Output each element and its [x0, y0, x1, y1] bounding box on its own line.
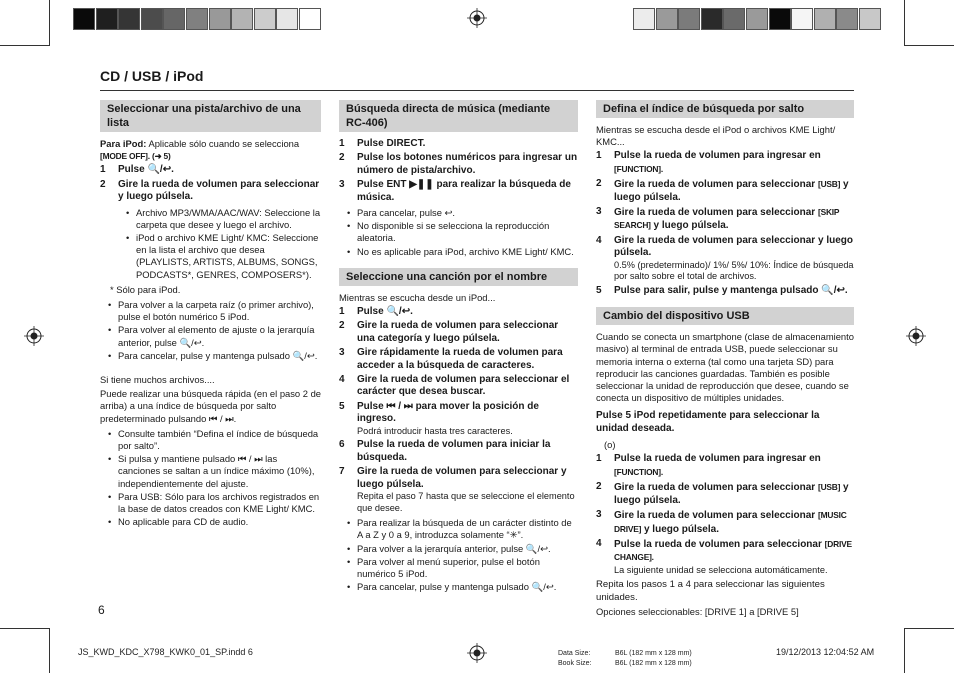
step-label: Gire la rueda de volumen para seleccionar y luego púlsela.	[614, 234, 853, 259]
step-item	[100, 179, 321, 204]
step-subtext: La siguiente unidad se selecciona automáticamente.	[614, 564, 828, 575]
color-swatch	[73, 8, 95, 30]
color-swatch	[746, 8, 768, 30]
bullet-list	[100, 207, 321, 281]
step-text	[614, 453, 854, 479]
step-label: Pulse la rueda de volumen para ingresar en	[614, 453, 821, 465]
intro: Mientras se escucha desde el iPod o archivos KME Light/ KMC...	[596, 124, 836, 148]
section-header: Búsqueda directa de música (mediante RC-406)	[339, 100, 578, 132]
step-label: Gire la rueda de volumen para seleccionar	[614, 482, 816, 494]
color-swatch	[678, 8, 700, 30]
bullet-item: • Para volver al elemento de ajuste o la jerarquía anterior, pulse 🔍/↩.	[110, 324, 321, 348]
column-3	[596, 100, 854, 620]
step-list	[596, 453, 854, 576]
repeat-text: Repita los pasos 1 a 4 para seleccionar las siguientes unidades.	[596, 579, 825, 603]
bullet-item: • Para cancelar, pulse ↩.	[349, 207, 578, 219]
step-item	[339, 306, 578, 318]
step-text	[614, 178, 854, 204]
crop-mark	[49, 628, 50, 673]
subheading: Si tiene muchos archivos....	[100, 374, 215, 386]
step-text	[357, 306, 413, 318]
step-number: 2	[339, 152, 345, 164]
step-text	[614, 481, 854, 507]
step-label: Pulse 🔍/↩.	[357, 306, 413, 318]
step-item	[596, 150, 854, 176]
color-swatch	[814, 8, 836, 30]
step-subtext: 0.5% (predeterminado)/ 1%/ 5%/ 10%: Índice de búsqueda por salto sobre el total de archivos.	[614, 259, 854, 282]
step-item	[339, 138, 578, 150]
color-swatch	[96, 8, 118, 30]
ipod-note: Para iPod: Aplicable sólo cuando se selecciona [MODE OFF]. (➜ 5)	[100, 138, 300, 162]
step-label: Pulse la rueda de volumen para ingresar en	[614, 150, 821, 162]
step-after: y luego púlsela.	[614, 482, 849, 506]
color-swatch	[254, 8, 276, 30]
step-after: y luego púlsela.	[643, 523, 719, 535]
step-text	[118, 179, 321, 204]
step-number: 6	[339, 439, 345, 451]
step-code: [FUNCTION].	[614, 163, 663, 174]
press-line: Pulse 5 iPod repetidamente para seleccionar la unidad deseada.	[596, 410, 820, 434]
step-text	[118, 164, 174, 176]
step-label: Pulse ⏮ / ⏭ para mover la posición de ingreso.	[357, 400, 539, 425]
footer-filename: JS_KWD_KDC_X798_KWK0_01_SP.indd 6	[78, 647, 253, 657]
step-text	[614, 206, 854, 233]
crop-mark	[49, 0, 50, 45]
step-list	[100, 164, 321, 203]
bullet-item: • Archivo MP3/WMA/AAC/WAV: Seleccione la carpeta que desee y luego el archivo.	[128, 207, 321, 231]
bullet-item: • No aplicable para CD de audio.	[110, 516, 321, 528]
registration-mark-icon	[467, 643, 487, 663]
step-list	[339, 138, 578, 204]
crop-mark	[904, 0, 905, 45]
bullet-item: • Consulte también “Defina el índice de búsqueda por salto”.	[110, 428, 321, 452]
step-number: 5	[339, 400, 345, 412]
color-swatch	[791, 8, 813, 30]
step-subtext: Repita el paso 7 hasta que se seleccione el elemento que desee.	[357, 490, 575, 513]
step-number: 7	[339, 466, 345, 478]
step-number: 3	[339, 179, 345, 191]
options-text: Opciones seleccionables: [DRIVE 1] a [DRIVE 5]	[596, 605, 799, 617]
crop-mark	[0, 628, 50, 629]
step-label: Gire la rueda de volumen para seleccionar	[614, 179, 816, 191]
step-number: 2	[596, 481, 602, 493]
color-swatch	[633, 8, 655, 30]
or-text: (o)	[604, 439, 616, 451]
step-number: 3	[596, 206, 602, 218]
step-item	[339, 320, 578, 345]
step-number: 1	[596, 150, 602, 162]
step-code: [USB]	[817, 179, 841, 190]
step-text	[614, 235, 854, 260]
footer-data-size-value: B6L (182 mm x 128 mm)	[615, 650, 692, 657]
step-text	[357, 401, 578, 426]
step-text	[614, 509, 854, 536]
color-swatch	[276, 8, 298, 30]
step-item	[339, 401, 578, 426]
page-number: 6	[98, 603, 105, 617]
registration-mark-icon	[24, 326, 44, 346]
step-label: Gire la rueda de volumen para seleccionar una categoría y luego púlsela.	[357, 320, 559, 344]
title-rule	[100, 90, 854, 91]
step-number: 1	[339, 138, 345, 149]
bullet-list	[339, 517, 578, 593]
color-swatch	[163, 8, 185, 30]
step-label: Gire la rueda de volumen para seleccionar el carácter que desea buscar.	[357, 374, 570, 398]
step-label: Gire rápidamente la rueda de volumen para acceder a la búsqueda de caracteres.	[357, 347, 563, 371]
step-number: 2	[339, 320, 345, 332]
bullet-list	[100, 428, 321, 529]
step-number: 4	[596, 234, 602, 246]
step-code: [DRIVE CHANGE].	[614, 538, 852, 563]
step-list	[339, 306, 578, 514]
color-swatch	[769, 8, 791, 30]
step-number: 1	[100, 164, 106, 176]
footer-datetime: 19/12/2013 12:04:52 AM	[776, 647, 875, 657]
step-text	[614, 538, 854, 565]
crop-mark	[904, 45, 954, 46]
color-swatch	[209, 8, 231, 30]
step-label: Gire la rueda de volumen para seleccionar y luego púlsela.	[357, 466, 567, 490]
color-swatch	[859, 8, 881, 30]
color-swatch	[231, 8, 253, 30]
step-after: y luego púlsela.	[653, 220, 729, 232]
step-label: Pulse ENT ▶❚❚ para realizar la búsqueda de música.	[357, 179, 571, 203]
step-code: [FUNCTION].	[614, 466, 663, 477]
registration-mark-icon	[906, 326, 926, 346]
color-swatch	[118, 8, 140, 30]
step-number: 2	[100, 178, 106, 190]
step-code: [SKIP SEARCH]	[614, 207, 840, 231]
step-text	[357, 152, 578, 177]
step-item	[596, 538, 854, 565]
column-1	[100, 100, 321, 532]
bullet-item: • Para volver a la carpeta raíz (o primer archivo), pulse el botón numérico 5 iPod.	[110, 299, 321, 323]
step-text	[614, 150, 854, 176]
section-header: Defina el índice de búsqueda por salto	[596, 100, 854, 118]
bullet-item: • Para cancelar, pulse y mantenga pulsado 🔍/↩.	[349, 581, 578, 593]
step-item	[596, 285, 854, 297]
bullet-item: • Para volver a la jerarquía anterior, pulse 🔍/↩.	[349, 543, 578, 555]
step-label: Pulse 🔍/↩.	[118, 164, 174, 176]
registration-mark-icon	[467, 8, 487, 28]
color-swatch	[141, 8, 163, 30]
intro: Mientras se escucha desde un iPod...	[339, 291, 496, 303]
step-label: Pulse para salir, pulse y mantenga pulsado 🔍/↩.	[614, 284, 848, 296]
step-code: [USB]	[817, 482, 841, 493]
step-number: 3	[339, 347, 345, 359]
step-number: 4	[596, 537, 602, 549]
step-item	[339, 466, 578, 491]
section-header: Seleccionar una pista/archivo de una lista	[100, 100, 321, 132]
crop-mark	[0, 45, 50, 46]
step-text	[357, 466, 578, 491]
step-item	[596, 481, 854, 507]
page-title: CD / USB / iPod	[100, 68, 204, 84]
bullet-item: • Para realizar la búsqueda de un carácter distinto de A a Z y 0 a 9, introduzca solamente “✳”.	[349, 517, 578, 541]
step-text	[357, 138, 425, 150]
step-item	[339, 152, 578, 177]
step-item	[596, 178, 854, 204]
bullet-item: • iPod o archivo KME Light/ KMC: Seleccione en la lista el archivo que desea (PLAYLISTS, ARTISTS, ALBUMS, SONGS, PODCASTS*, GENRES, COMPOSERS*).	[128, 232, 321, 281]
step-label: Pulse los botones numéricos para ingresar un número de pista/archivo.	[357, 152, 578, 176]
step-after: y luego púlsela.	[614, 179, 849, 203]
paragraph: Puede realizar una búsqueda rápida (en el paso 2 de arriba) a una índice de búsqueda por salto predeterminado pulsando ⏮ / ⏭.	[100, 388, 321, 424]
step-item	[100, 164, 321, 176]
color-swatch	[299, 8, 321, 30]
bullet-list	[100, 299, 321, 362]
step-item	[596, 453, 854, 479]
step-text	[357, 374, 578, 399]
bullet-item: • No es aplicable para iPod, archivo KME Light/ KMC.	[349, 246, 578, 258]
step-item	[339, 179, 578, 204]
bullet-item: • Si pulsa y mantiene pulsado ⏮ / ⏭ las canciones se saltan a un índice máximo (10%), independientemente del ajuste.	[110, 453, 321, 490]
step-subtext: Podrá introducir hasta tres caracteres.	[357, 425, 513, 436]
step-text	[357, 320, 578, 345]
step-item	[339, 439, 578, 464]
step-text	[357, 347, 578, 372]
footnote: * Sólo para iPod.	[110, 283, 181, 295]
step-text	[357, 439, 578, 464]
section-header: Seleccione una canción por el nombre	[339, 268, 578, 286]
footer-data-size-label: Data Size:	[558, 650, 591, 657]
step-label: Gire la rueda de volumen para seleccionar y luego púlsela.	[118, 178, 320, 203]
step-item	[596, 235, 854, 260]
color-swatch	[701, 8, 723, 30]
step-label: Gire la rueda de volumen para seleccionar	[614, 207, 816, 219]
step-text	[614, 285, 848, 297]
step-label: Pulse la rueda de volumen para seleccionar	[614, 538, 822, 550]
bullet-list	[339, 207, 578, 258]
crop-mark	[904, 628, 954, 629]
step-item	[339, 374, 578, 399]
step-number: 1	[596, 453, 602, 465]
step-label: Pulse la rueda de volumen para iniciar la búsqueda.	[357, 439, 551, 463]
step-label: Gire la rueda de volumen para seleccionar	[614, 510, 816, 522]
step-item	[339, 347, 578, 372]
step-code: [MUSIC DRIVE]	[614, 510, 847, 534]
step-number: 5	[596, 284, 602, 296]
section-header: Cambio del dispositivo USB	[596, 307, 854, 325]
step-text	[357, 179, 578, 204]
step-item	[596, 206, 854, 233]
intro: Cuando se conecta un smartphone (clase de almacenamiento masivo) al terminal de entrada USB, puede seleccionar su memoria interna o externa (tal como una tarjeta SD) para reproducir las canciones guardadas. También es posible seleccionar la unidad de reproducción que desee, cuando se conecta un dispositivo de múltiples unidades.	[596, 331, 854, 404]
column-2	[339, 100, 578, 596]
color-swatch	[186, 8, 208, 30]
footer-book-size-label: Book Size:	[558, 660, 592, 667]
bullet-item: • No disponible si se selecciona la reproducción aleatoria.	[349, 220, 578, 244]
step-number: 3	[596, 509, 602, 521]
color-swatch	[723, 8, 745, 30]
color-swatch	[656, 8, 678, 30]
step-number: 1	[339, 306, 345, 318]
step-label: Pulse DIRECT.	[357, 138, 426, 149]
footer-book-size-value: B6L (182 mm x 128 mm)	[615, 660, 692, 667]
crop-mark	[904, 628, 905, 673]
bullet-item: • Para volver al menú superior, pulse el botón numérico 5 iPod.	[349, 556, 578, 580]
bullet-item: • Para cancelar, pulse y mantenga pulsado 🔍/↩.	[110, 350, 321, 362]
step-list	[596, 150, 854, 297]
bullet-item: • Para USB: Sólo para los archivos registrados en la base de datos creados con KME Light/ KMC.	[110, 491, 321, 515]
step-number: 2	[596, 178, 602, 190]
step-number: 4	[339, 374, 345, 386]
color-swatch	[836, 8, 858, 30]
step-item	[596, 509, 854, 536]
